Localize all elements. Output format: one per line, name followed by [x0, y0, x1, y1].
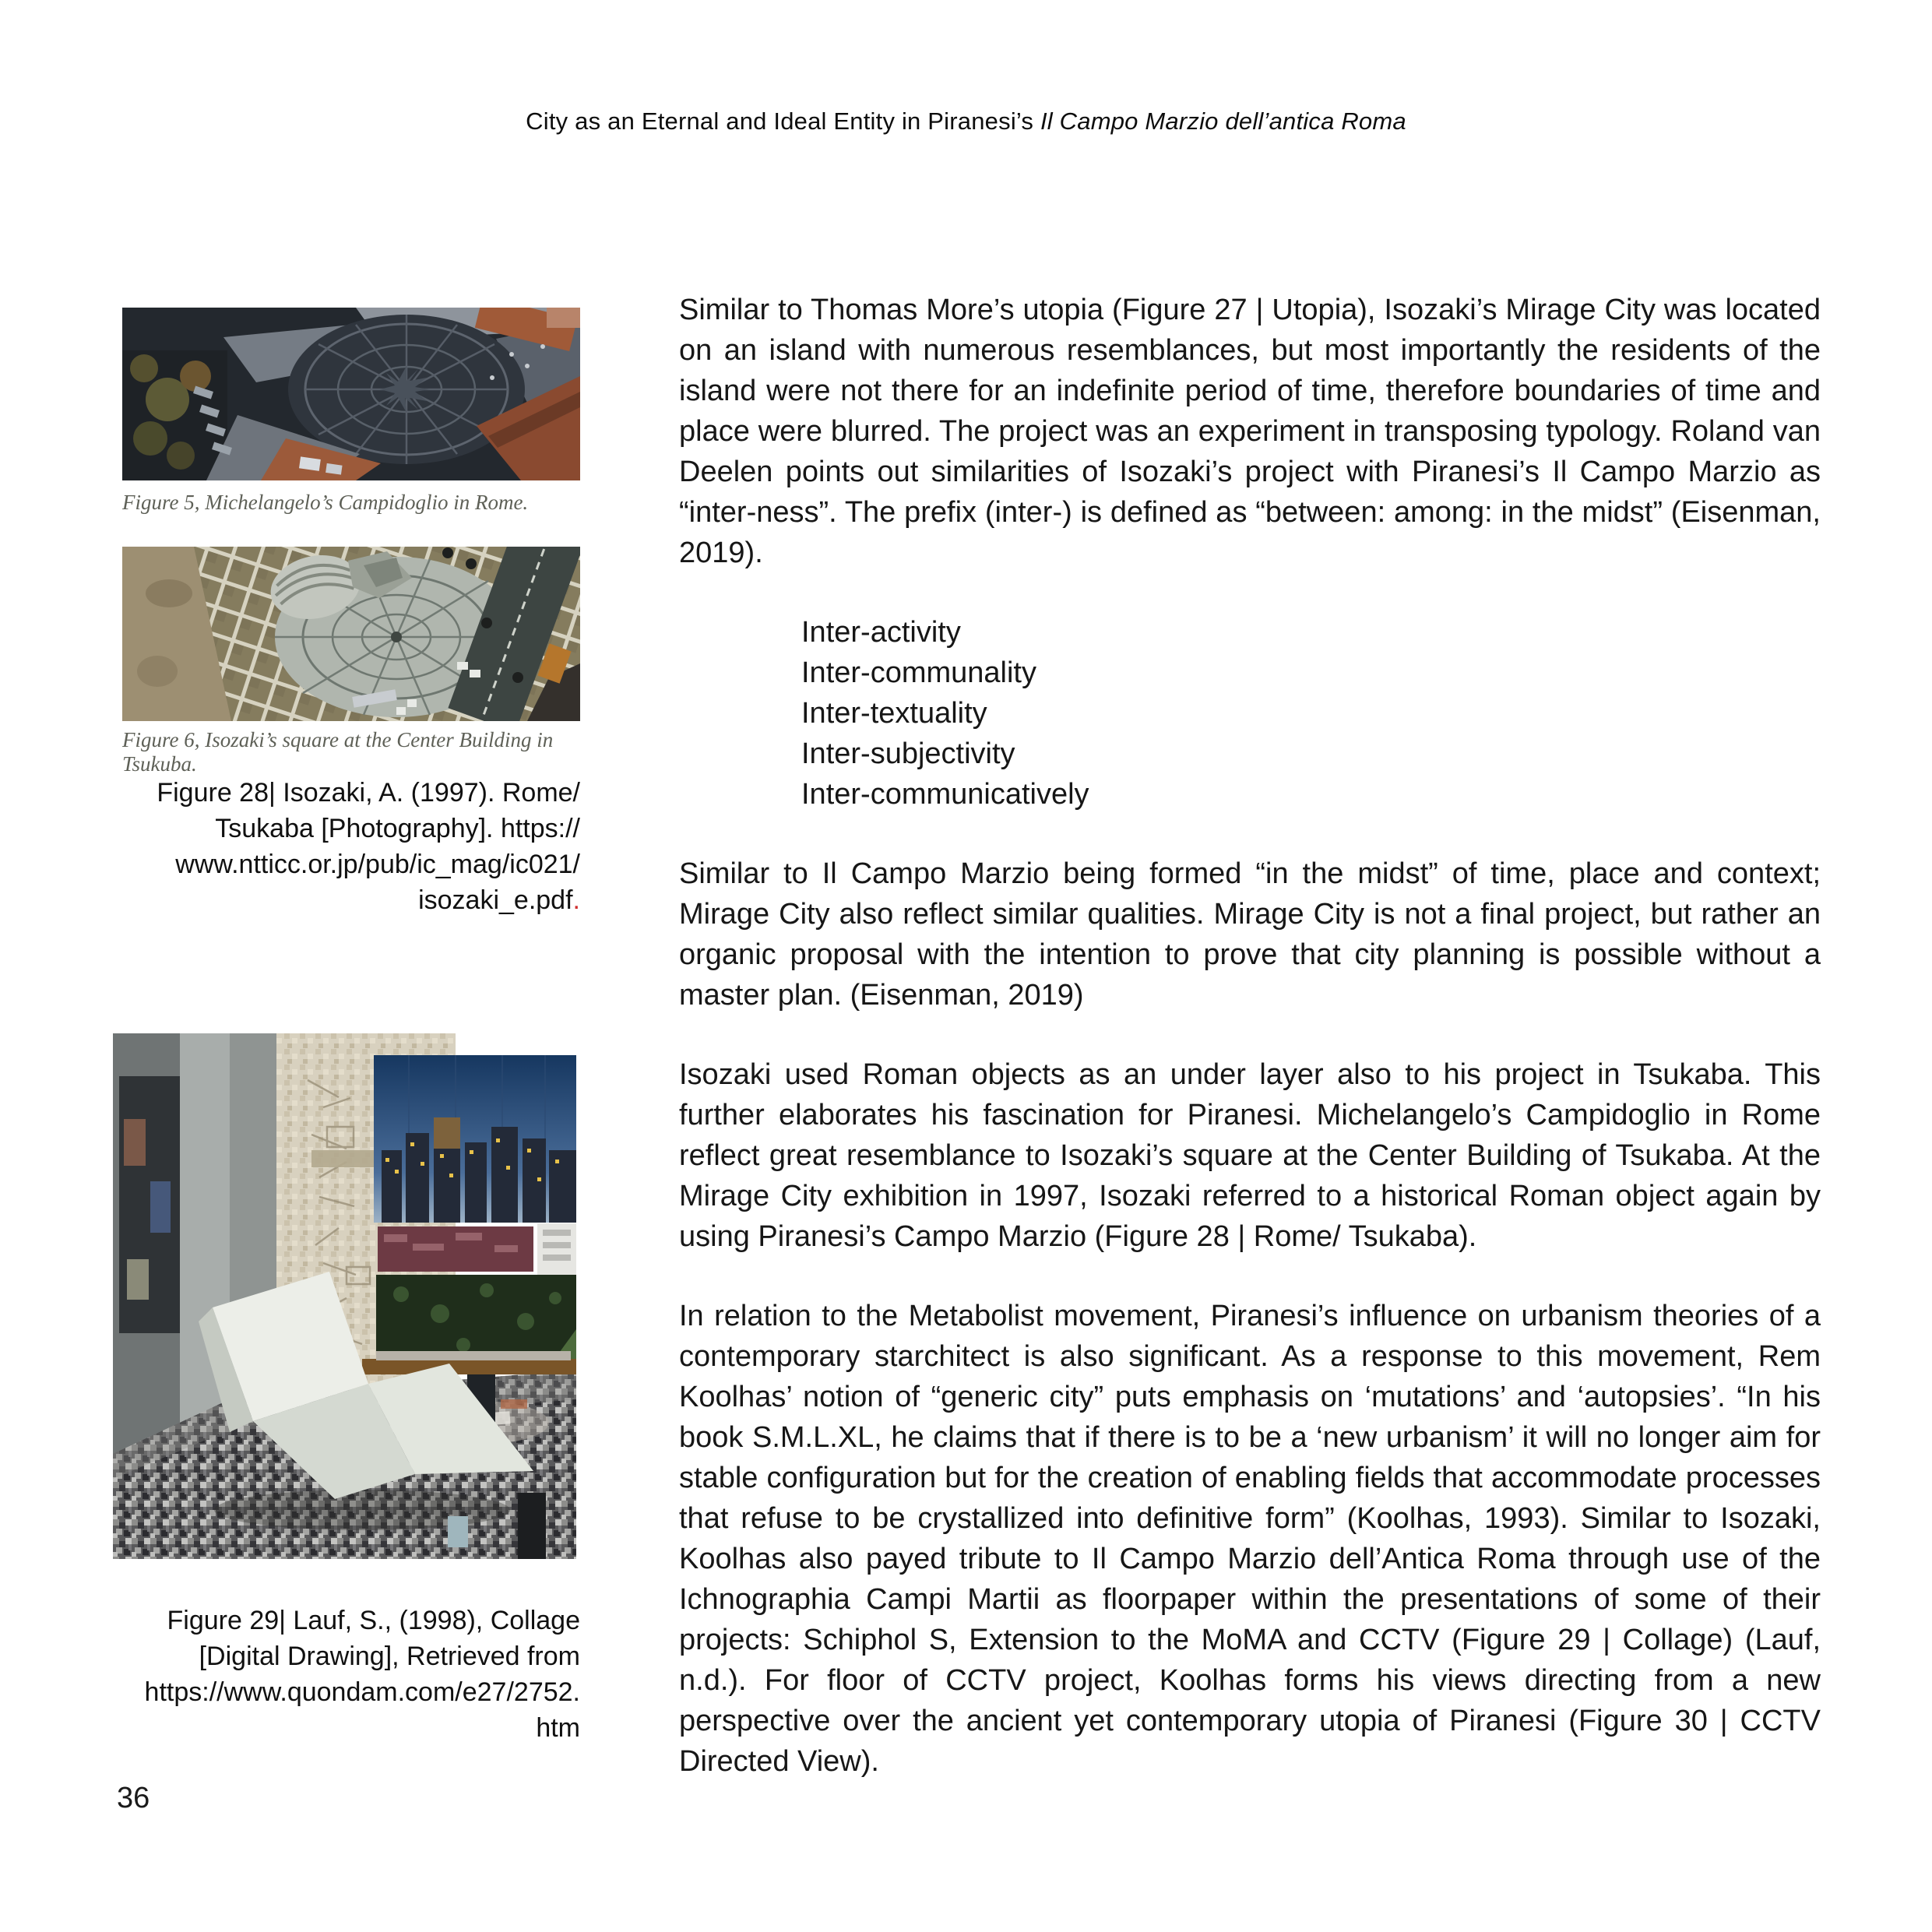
figure6-caption: Figure 6, Isozaki’s square at the Center Building in Tsukuba. [122, 728, 554, 776]
paragraph-1: Similar to Thomas More’s utopia (Figure 27 | Utopia), Isozaki’s Mirage City was located on an island with numerous resemblances, but most importantly the residents of the island were not there for an indefinite period of time, therefore boundaries of time and place were blurred. The project was an experiment in transposing typology. Roland van Deelen points out similarities of Isozaki’s project with Piranesi’s Il Campo Marzio as “inter-ness”. The prefix (inter-) is defined as “between: among: in the midst” (Eisenman, 2019). [679, 294, 1821, 569]
figure29-caption-line: https://www.quondam.com/e27/2752. [144, 1677, 580, 1707]
aerial-tsukuba-graphic [122, 547, 580, 721]
figure5-image [122, 308, 580, 480]
figure28-caption [122, 775, 580, 918]
body-text-column [679, 290, 1821, 1782]
inter-list [679, 612, 1821, 815]
paragraph-4: In relation to the Metabolist movement, Piranesi’s influence on urbanism theories of a contemporary starchitect is also significant. As a response to this movement, Rem Koolhas’ notion of “generic city” puts emphasis on ‘mutations’ and ‘autopsies’. “In his book S.M.L.XL, he claims that if there is to be a ‘new urbanism’ it will no longer aim for stable configuration but for the creation of enabling fields that accommodate processes that refuse to be crystallized into definitive form” (Koolhas, 1993). Similar to Isozaki, Koolhas also payed tribute to Il Campo Marzio dell’Antica Roma through use of the Ichnographia Campi Martii as floorpaper within the presentations of some of their projects: Schiphol S, Extension to the MoMA and CCTV (Figure 29 | Collage) (Lauf, n.d.). For floor of CCTV project, Koolhas forms his views directing from a new perspective over the ancient yet contemporary utopia of Piranesi (Figure 30 | CCTV Directed View). [679, 1300, 1821, 1778]
figure29-image [113, 1033, 576, 1559]
inter-list-item: Inter-subjectivity [801, 737, 1015, 770]
page-number: 36 [117, 1782, 150, 1814]
figure6-image [122, 547, 580, 721]
paragraph-2: Similar to Il Campo Marzio being formed “in the midst” of time, place and context; Mirage City also reflect similar qualities. Mirage City is not a final project, but rather an organic proposal with the intention to prove that city planning is possible without a master plan. (Eisenman, 2019) [679, 857, 1821, 1012]
figure29-caption-line: htm [536, 1713, 580, 1743]
figure29-caption-line: [Digital Drawing], Retrieved from [199, 1642, 580, 1671]
inter-list-item: Inter-communicatively [801, 778, 1089, 811]
figure28-caption-line: www.ntticc.or.jp/pub/ic_mag/ic021/ [175, 850, 580, 879]
page-header [0, 107, 1932, 135]
figure28-caption-line: isozaki_e.pdf. [418, 885, 580, 915]
figure29-caption [122, 1603, 580, 1746]
figure29-caption-line: Figure 29| Lauf, S., (1998), Collage [167, 1606, 580, 1635]
figure5-caption: Figure 5, Michelangelo’s Campidoglio in Rome. [122, 491, 529, 514]
header-title-italic: Il Campo Marzio dell’antica Roma [1040, 107, 1406, 135]
red-period: . [572, 885, 580, 915]
aerial-campidoglio-graphic [122, 308, 580, 480]
header-title-regular: City as an Eternal and Ideal Entity in Piranesi’s [526, 107, 1040, 135]
inter-list-item: Inter-textuality [801, 697, 987, 730]
paragraph-3: Isozaki used Roman objects as an under layer also to his project in Tsukaba. This further elaborates his fascination for Piranesi. Michelangelo’s Campidoglio in Rome reflect great resemblance to Isozaki’s square at the Center Building of Tsukaba. At the Mirage City exhibition in 1997, Isozaki referred to a historical Roman object again by using Piranesi’s Campo Marzio (Figure 28 | Rome/ Tsukaba). [679, 1058, 1821, 1253]
collage-graphic [113, 1033, 576, 1559]
inter-list-item: Inter-activity [801, 616, 961, 649]
figure28-caption-line: Figure 28| Isozaki, A. (1997). Rome/ [157, 778, 580, 808]
figure28-caption-line: Tsukaba [Photography]. https:// [215, 814, 580, 843]
inter-list-item: Inter-communality [801, 656, 1036, 689]
